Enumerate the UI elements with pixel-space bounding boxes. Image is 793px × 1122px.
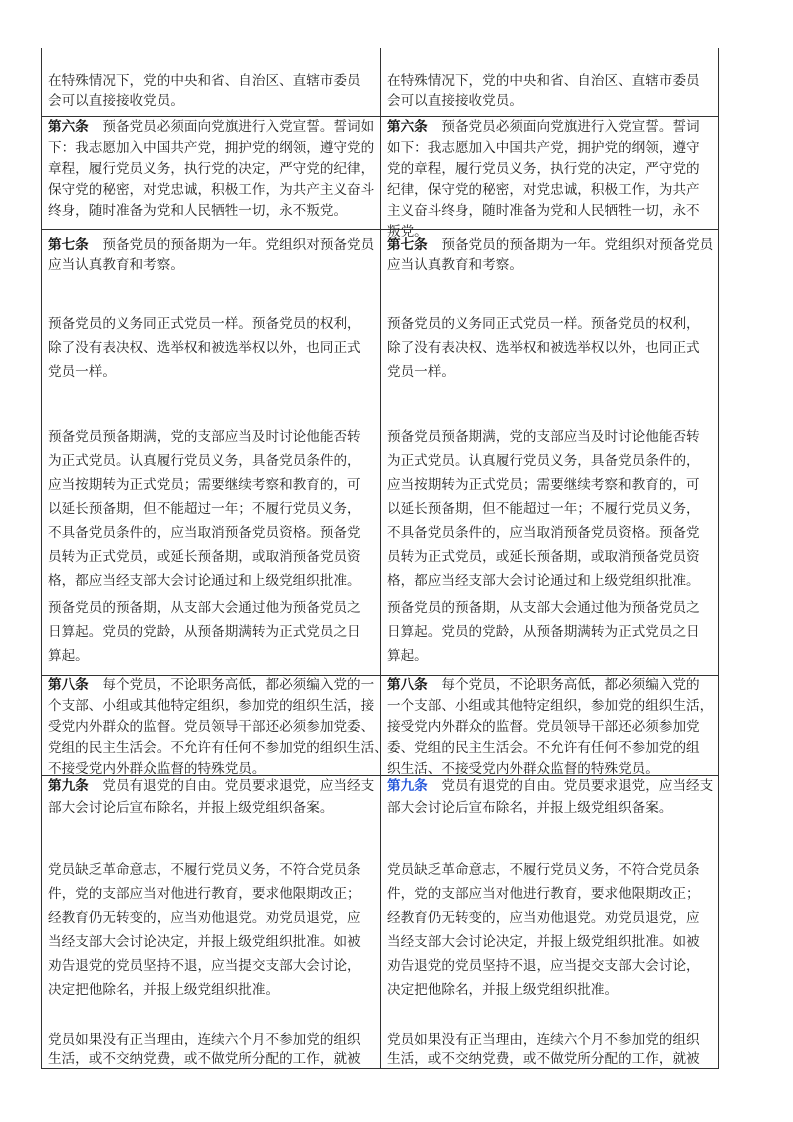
text-line <box>48 882 361 906</box>
line-text: 受党内外群众的监督。党员领导干部还必须参加党委、 <box>48 719 375 735</box>
text-line <box>387 858 700 882</box>
line-text: 不具备党员条件的，应当取消预备党员资格。预备党 <box>48 525 361 541</box>
line-text: 保守党的秘密，对党忠诚，积极工作，为共产主义奋斗 <box>48 182 375 198</box>
line-text: 应当认真教育和考察。 <box>387 257 523 273</box>
table-row <box>41 48 719 117</box>
text-line <box>387 255 713 275</box>
text-line <box>387 72 700 92</box>
line-text: 不接受党内外群众监督的特殊党员。 <box>48 761 266 777</box>
line-text: 员转为正式党员，或延长预备期，或取消预备党员资 <box>48 549 361 565</box>
text-line <box>387 797 713 819</box>
paragraph <box>48 775 374 819</box>
text-line <box>48 117 374 138</box>
text-line <box>48 449 361 473</box>
line-text: 预备党员的预备期，从支部大会通过他为预备党员之 <box>387 600 700 616</box>
line-text: 经教育仍无转变的，应当劝他退党。劝党员退党，应 <box>387 910 700 926</box>
text-line <box>48 545 361 569</box>
paragraph <box>48 1031 361 1069</box>
line-text: 部大会讨论后宣布除名，并报上级党组织备案。 <box>48 800 334 816</box>
line-text: 预备党员预备期满，党的支部应当及时讨论他能否转 <box>387 429 700 445</box>
line-text: 部大会讨论后宣布除名，并报上级党组织备案。 <box>387 800 673 816</box>
line-text: 在特殊情况下，党的中央和省、自治区、直辖市委员 <box>48 73 361 89</box>
text-line <box>48 138 374 159</box>
text-line <box>48 644 361 668</box>
right-column-cell <box>380 117 719 240</box>
line-text: 预备党员的预备期为一年。党组织对预备党员 <box>88 237 375 253</box>
paragraph <box>48 675 388 780</box>
line-text: 以延长预备期，但不能超过一年；不履行党员义务， <box>48 501 361 517</box>
text-line <box>48 797 374 819</box>
line-text: 如下：我志愿加入中国共产党，拥护党的纲领，遵守 <box>387 140 700 156</box>
line-text: 算起。 <box>48 648 89 664</box>
text-line <box>387 882 700 906</box>
paragraph <box>387 1031 700 1069</box>
text-line <box>48 738 388 759</box>
text-line <box>387 521 700 545</box>
text-line <box>387 675 713 696</box>
text-line <box>48 425 361 449</box>
text-line <box>387 545 700 569</box>
paragraph <box>387 235 713 275</box>
line-text: 件，党的支部应当对他进行教育，要求他限期改正； <box>387 886 700 902</box>
line-text: 当经支部大会讨论决定，并报上级党组织批准。如被 <box>387 934 700 950</box>
line-text: 委、党组的民主生活会。不允许有任何不参加党的组 <box>387 740 700 756</box>
paragraph <box>387 117 700 243</box>
line-text: 格，都应当经支部大会讨论通过和上级党组织批准。 <box>387 573 700 589</box>
line-text: 经教育仍无转变的，应当劝他退党。劝党员退党，应 <box>48 910 361 926</box>
line-text: 员转为正式党员，或延长预备期，或取消预备党员资 <box>387 549 700 565</box>
text-line <box>48 1050 361 1069</box>
table-row <box>41 117 719 240</box>
text-line <box>387 596 700 620</box>
left-column-cell <box>41 676 388 777</box>
line-text: 不具备党员条件的，应当取消预备党员资格。预备党 <box>387 525 700 541</box>
line-text: 除了没有表决权、选举权和被选举权以外，也同正式 <box>48 340 361 356</box>
line-text: 织生活、不接受党内外群众监督的特殊党员。 <box>387 761 659 777</box>
line-text: 格，都应当经支部大会讨论通过和上级党组织批准。 <box>48 573 361 589</box>
line-text: 每个党员，不论职务高低，都必须编入党的一 <box>88 677 375 693</box>
line-text: 预备党员的预备期为一年。党组织对预备党员 <box>427 237 714 253</box>
line-text: 党员一样。 <box>387 364 455 380</box>
text-line <box>387 92 700 112</box>
left-column-cell <box>41 117 380 229</box>
paragraph <box>48 425 361 593</box>
text-line <box>387 235 713 255</box>
line-text: 一个支部、小组或其他特定组织，参加党的组织生活， <box>387 698 714 714</box>
line-text: 预备党员预备期满，党的支部应当及时讨论他能否转 <box>48 429 361 445</box>
text-line <box>48 1031 361 1050</box>
line-text: 劝告退党的党员坚持不退，应当提交支部大会讨论， <box>387 958 700 974</box>
paragraph <box>387 425 700 593</box>
line-text: 个支部、小组或其他特定组织，参加党的组织生活，接 <box>48 698 375 714</box>
text-line <box>387 360 700 384</box>
left-column-cell <box>41 48 380 116</box>
line-text: 在特殊情况下，党的中央和省、自治区、直辖市委员 <box>387 73 700 89</box>
text-line <box>48 312 361 336</box>
table-row <box>41 230 719 676</box>
text-line <box>48 159 374 180</box>
paragraph <box>48 72 361 111</box>
line-text: 党员如果没有正当理由，连续六个月不参加党的组织 <box>48 1032 361 1048</box>
text-line <box>387 717 713 738</box>
text-line <box>387 473 700 497</box>
text-line <box>387 954 700 978</box>
paragraph <box>48 117 374 222</box>
text-line <box>48 72 361 92</box>
article-label: 第六条 <box>48 119 89 135</box>
line-text: 为正式党员。认真履行党员义务，具备党员条件的， <box>387 453 700 469</box>
right-column-cell <box>380 230 719 675</box>
line-text: 叛党。 <box>387 224 428 240</box>
text-line <box>387 906 700 930</box>
text-line <box>387 569 700 593</box>
line-text: 决定把他除名，并报上级党组织批准。 <box>48 982 280 998</box>
line-text: 预备党员的预备期，从支部大会通过他为预备党员之 <box>48 600 361 616</box>
line-text: 终身，随时准备为党和人民牺牲一切，永不叛党。 <box>48 203 348 219</box>
text-line <box>387 180 700 201</box>
text-line <box>48 620 361 644</box>
line-text: 生活，或不交纳党费，或不做党所分配的工作，就被 <box>387 1051 700 1067</box>
paragraph <box>387 596 700 668</box>
text-line <box>48 858 361 882</box>
line-text: 为正式党员。认真履行党员义务，具备党员条件的， <box>48 453 361 469</box>
text-line <box>48 235 374 255</box>
line-text: 除了没有表决权、选举权和被选举权以外，也同正式 <box>387 340 700 356</box>
text-line <box>387 738 713 759</box>
text-line <box>387 449 700 473</box>
text-line <box>48 675 388 696</box>
text-line <box>387 201 700 222</box>
text-line <box>387 644 700 668</box>
text-line <box>387 312 700 336</box>
line-text: 件，党的支部应当对他进行教育，要求他限期改正； <box>48 886 361 902</box>
paragraph <box>48 235 374 275</box>
line-text: 纪律，保守党的秘密，对党忠诚，积极工作，为共产 <box>387 182 700 198</box>
text-line <box>387 159 700 180</box>
line-text: 生活，或不交纳党费，或不做党所分配的工作，就被 <box>48 1051 361 1067</box>
text-line <box>387 696 713 717</box>
article-label: 第八条 <box>48 677 89 693</box>
text-line <box>387 1031 700 1050</box>
paragraph <box>48 596 361 668</box>
text-line <box>387 978 700 1002</box>
right-column-cell <box>380 676 719 775</box>
line-text: 党的章程，履行党员义务，执行党的决定，严守党的 <box>387 161 700 177</box>
article-label: 第七条 <box>387 237 428 253</box>
line-text: 党员一样。 <box>48 364 116 380</box>
text-line <box>387 930 700 954</box>
line-text: 主义奋斗终身，随时准备为党和人民牺牲一切，永不 <box>387 203 700 219</box>
paragraph <box>387 775 713 819</box>
text-line <box>48 201 374 222</box>
line-text: 日算起。党员的党龄，从预备期满转为正式党员之日 <box>48 624 361 640</box>
comparison-table <box>41 48 719 1069</box>
left-column-cell <box>41 230 380 675</box>
text-line <box>48 596 361 620</box>
text-line <box>48 521 361 545</box>
right-column-cell <box>380 48 719 116</box>
line-text: 应当认真教育和考察。 <box>48 257 184 273</box>
article-label: 第六条 <box>387 119 428 135</box>
line-text: 应当按期转为正式党员；需要继续考察和教育的，可 <box>48 477 361 493</box>
paragraph <box>387 675 713 780</box>
line-text: 党组的民主生活会。不允许有任何不参加党的组织生活、 <box>48 740 388 756</box>
line-text: 日算起。党员的党龄，从预备期满转为正式党员之日 <box>387 624 700 640</box>
text-line <box>387 497 700 521</box>
table-row <box>41 776 719 1069</box>
line-text: 接受党内外群众的监督。党员领导干部还必须参加党 <box>387 719 700 735</box>
paragraph <box>387 72 700 111</box>
text-line <box>48 978 361 1002</box>
text-line <box>387 336 700 360</box>
paragraph <box>48 312 361 384</box>
line-text: 应当按期转为正式党员；需要继续考察和教育的，可 <box>387 477 700 493</box>
line-text: 党员缺乏革命意志，不履行党员义务，不符合党员条 <box>387 862 700 878</box>
line-text: 以延长预备期，但不能超过一年；不履行党员义务， <box>387 501 700 517</box>
table-row <box>41 676 719 776</box>
text-line <box>48 336 361 360</box>
line-text: 党员有退党的自由。党员要求退党，应当经支 <box>88 778 375 794</box>
line-text: 当经支部大会讨论决定，并报上级党组织批准。如被 <box>48 934 361 950</box>
text-line <box>48 717 388 738</box>
text-line <box>48 255 374 275</box>
text-line <box>387 1050 700 1069</box>
line-text: 每个党员，不论职务高低，都必须编入党的 <box>427 677 700 693</box>
text-line <box>48 92 361 112</box>
article-label: 第九条 <box>48 778 89 794</box>
line-text: 会可以直接接收党员。 <box>387 92 523 109</box>
text-line <box>48 696 388 717</box>
line-text: 劝告退党的党员坚持不退，应当提交支部大会讨论， <box>48 958 361 974</box>
line-text: 算起。 <box>387 648 428 664</box>
text-line <box>387 775 713 797</box>
text-line <box>48 360 361 384</box>
text-line <box>48 569 361 593</box>
line-text: 预备党员的义务同正式党员一样。预备党员的权利， <box>387 316 700 332</box>
line-text: 决定把他除名，并报上级党组织批准。 <box>387 982 619 998</box>
line-text: 章程，履行党员义务，执行党的决定，严守党的纪律， <box>48 161 375 177</box>
left-column-cell <box>41 776 380 1068</box>
right-column-cell <box>380 776 719 1068</box>
line-text: 党员有退党的自由。党员要求退党，应当经支 <box>427 778 714 794</box>
line-text: 预备党员必须面向党旗进行入党宣誓。誓词 <box>427 119 700 135</box>
text-line <box>387 425 700 449</box>
line-text: 预备党员的义务同正式党员一样。预备党员的权利， <box>48 316 361 332</box>
paragraph <box>48 858 361 1002</box>
line-text: 党员如果没有正当理由，连续六个月不参加党的组织 <box>387 1032 700 1048</box>
line-text: 党员缺乏革命意志，不履行党员义务，不符合党员条 <box>48 862 361 878</box>
text-line <box>48 954 361 978</box>
text-line <box>387 620 700 644</box>
article-label: 第七条 <box>48 237 89 253</box>
text-line <box>48 473 361 497</box>
line-text: 预备党员必须面向党旗进行入党宣誓。誓词如 <box>88 119 375 135</box>
text-line <box>48 906 361 930</box>
article-label: 第八条 <box>387 677 428 693</box>
paragraph <box>387 312 700 384</box>
line-text: 会可以直接接收党员。 <box>48 92 184 109</box>
paragraph <box>387 858 700 1002</box>
text-line <box>387 117 700 138</box>
text-line <box>48 930 361 954</box>
article-label: 第九条 <box>387 778 428 794</box>
text-line <box>48 775 374 797</box>
text-line <box>48 180 374 201</box>
line-text: 下：我志愿加入中国共产党，拥护党的纲领，遵守党的 <box>48 140 375 156</box>
text-line <box>387 138 700 159</box>
text-line <box>48 497 361 521</box>
